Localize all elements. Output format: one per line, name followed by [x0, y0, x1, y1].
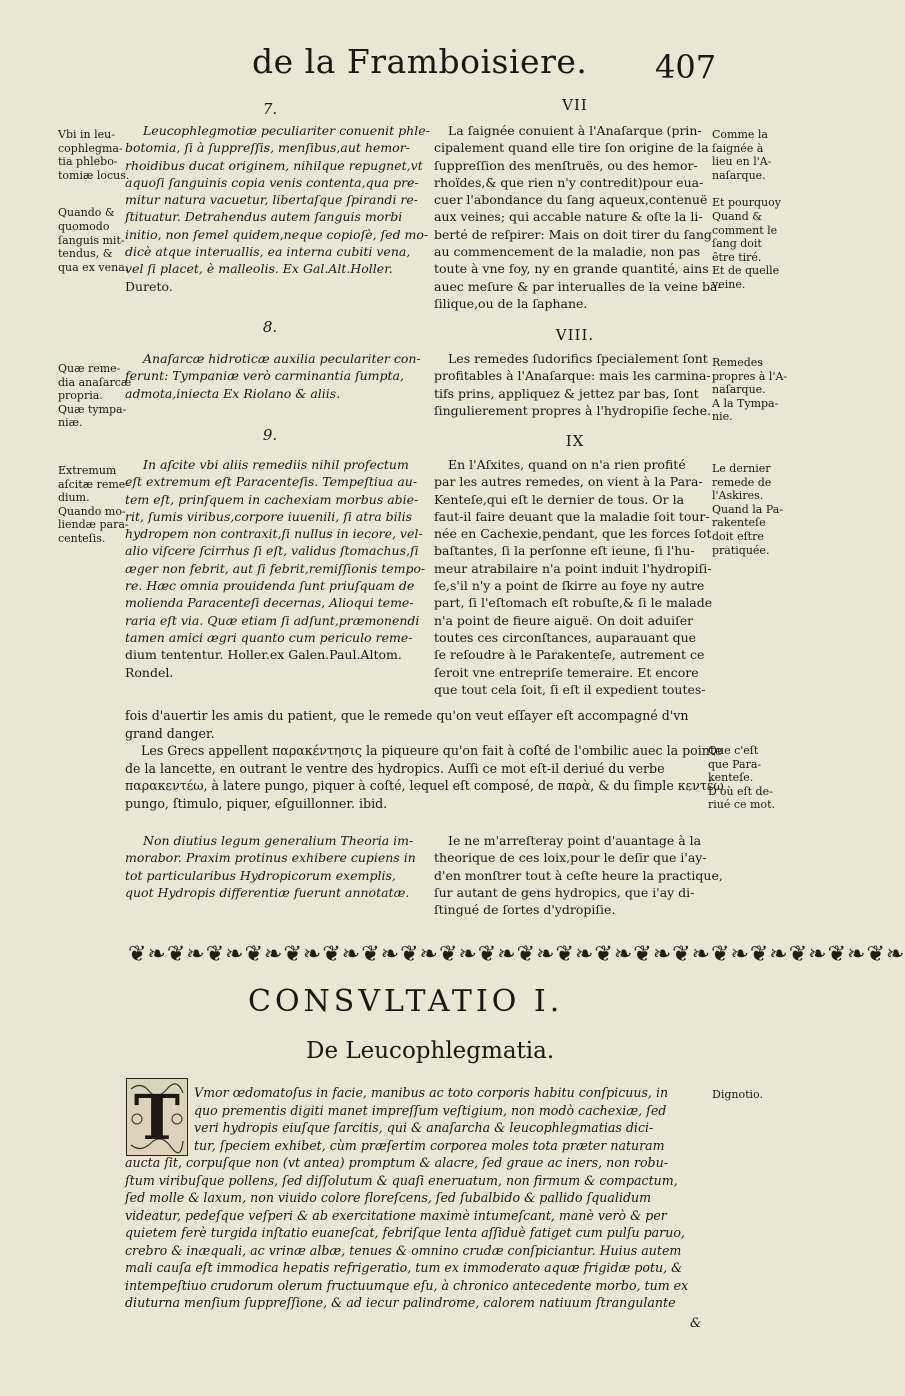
decorated-initial — [126, 1078, 188, 1156]
margin-note-left: Quæ reme- dia anaſarcæ propria. Quæ tympa- niæ. — [58, 362, 132, 430]
margin-note-right: Comme la ſaignée à lieu en l'A- naſarque. Et pourquoy Quand & comment le ſang doit être tiré. Et de quelle veine. — [712, 128, 781, 291]
ornamental-band: ❦❧❦❧❦❧❦❧❦❧❦❧❦❧❦❧❦❧❦❧❦❧❦❧❦❧❦❧❦❧❦❧❦❧❦❧❦❧❦❧ — [128, 942, 905, 967]
margin-note-left: Vbi in leu- cophlegma- tia phlebo- tomiæ locus. Quando & quomodo ſanguis mit- tendus, & qua ex vena. — [58, 128, 130, 274]
page-number: 407 — [655, 48, 717, 86]
latin-section-number: 8. — [262, 318, 278, 336]
margin-note-right: Dignotio. — [712, 1088, 763, 1101]
french-paragraph: Les remedes ſudorifics ſpecialement ſont profitables à l'Anaſarque: mais les carmina- tifs prins, appliquez & jettez par bas, ſont ſingulierement propres à l'hydropiſie ſeche. — [434, 351, 711, 418]
latin-section-number: 9. — [262, 426, 278, 444]
consultatio-text: aucta ſit, corpuſque non (vt antea) promptum & alacre, ſed graue ac iners, non robu- ſtum viribuſque pollens, ſed diſſolutum & quaſi eneruatum, non firmum & compactum, ſed molle & laxum, non viuido colore floreſcens, ſed ſubalbido & pallido ſqualidum videatur, pedeſque veſperi & ab exercitatione maximè intumeſcant, manè verò & per quietem ferè turgida inſtatio euaneſcat, febriſque lenta aſſiduè fatiget cum pulſu paruo, crebro & inæquali, ac vrinæ albæ, tenues & omnino crudæ conſpiciantur. Huius autem mali cauſa eſt immodica hepatis refrigeratio, tum ex immoderato aquæ frigidæ potu, & intempeſtiuo crudorum olerum fructuumque eſu, à chronico antecedente morbo, tum ex diuturna menſium ſuppreſſione, & ad iecur palindrome, calorem natiuum ſtrangulante — [125, 1155, 689, 1310]
french-section-number: IX — [565, 432, 585, 450]
dropcap-letter: T — [133, 1080, 181, 1154]
latin-paragraph: In aſcite vbi aliis remediis nihil profectum eſt extremum eſt Paracenteſis. Tempeſtiua au- tem eſt, prinſquem in cachexiam morbus abie- rit, ſumis viribus,corpore iuuenili, ſi atra bilis hydropem non contraxit,ſi nullus in iecore, vel- alio viſcere ſcirrhus ſi eſt, validus ſtomachus,ſi æger non febrit, aut ſi febrit,remiſſionis tempo- re. Hæc omnia prouidenda ſunt priuſquam de molienda Paracenteſi decernas, Alioqui teme- raria eſt via. Quæ etiam ſi adſunt,præmonendi tamen amici ægri quanto cum periculo reme- dium tententur. Holler.ex Galen.Paul.Altom. Rondel. — [125, 457, 426, 680]
latin-closing: Non diutius legum generalium Theoria im- morabor. Praxim protinus exhibere cupiens in tot particularibus Hydropicorum exemplis, quot Hydropis differentiæ fuerunt annotatæ. — [125, 833, 416, 900]
french-closing: Ie ne m'arreſteray point d'auantage à la theorique de ces loix,pour le deſir que i'ay- d'en monſtrer tout à ceſte heure la practique, ſur autant de gens hydropics, que i'ay di- ſtingué de ſortes d'ydropiſie. — [434, 833, 723, 918]
french-section-number: VII — [562, 96, 588, 114]
running-title: de la Framboisiere. — [252, 42, 588, 81]
margin-note-right: Que c'eſt que Para- kenteſe. D'où eſt de- riué ce mot. — [708, 744, 776, 812]
margin-note-left: Extremum aſcitæ reme- dium. Quando mo- liendæ para- centeſis. — [58, 464, 129, 545]
latin-section-number: 7. — [262, 100, 278, 118]
fullwidth-continuation: fois d'auertir les amis du patient, que le remede qu'on veut eſſayer eſt accompagné d'vn grand danger. — [125, 708, 689, 741]
french-paragraph: En l'Aſxites, quand on n'a rien profité par les autres remedes, on vient à la Para- Kenteſe,qui eſt le dernier de tous. Or la faut-il faire deuant que la maladie ſoit tour- née en Cachexie,pendant, que les forces ſot baſtantes, ſi la perſonne eſt ieune, ſi l'hu- meur atrabilaire n'a point induit l'hydropiſi- ſe,s'il n'y a point de ſkirre au foye ny autre part, ſi l'eſtomach eſt robuſte,& ſi le malade n'a point de fieure aiguë. On doit aduiſer toutes ces circonſtances, auparauant que ſe reſoudre à le Parakenteſe, autrement ce ſeroit vne entrepriſe temeraire. Et encore que tout cela ſoit, ſi eſt il expedient toutes- — [434, 457, 713, 697]
consultatio-subtitle: De Leucophlegmatia. — [306, 1038, 555, 1064]
french-paragraph: La ſaignée conuient à l'Anaſarque (prin- cipalement quand elle tire ſon origine de la ſuppreſſion des menſtruës, ou des hemor- rhoïdes,& que rien n'y contredit)pour eua- cuer l'abondance du ſang aqueux,contenuë aux veines; qui accable nature & oſte la li- berté de reſpirer: Mais on doit tirer du ſang au commencement de la maladie, non pas toute à vne foy, ny en grande quantité, ains auec meſure & par interualles de la veine ba- ſilique,ou de la ſaphane. — [434, 123, 722, 311]
latin-paragraph: Leucophlegmotiæ peculiariter conuenit phle- botomia, ſi à ſuppreſſis, menſibus,aut hemor- rhoidibus ducat originem, nihilque repugnet,vt aquoſi ſanguinis copia venis contenta,qua pre- mitur natura vacuetur, libertaſque ſpirandi re- ſtituatur. Detrahendus autem ſanguis morbi initio, non ſemel quidem,neque copioſè, ſed mo- dicè atque interuallis, ea interna cubiti vena, vel ſi placet, è malleolis. Ex Gal.Alt.Holler. Dureto. — [125, 123, 430, 294]
latin-paragraph: Anaſarcæ hidroticæ auxilia peculariter con- ferunt: Tympaniæ verò carminantia ſumpta, admota,iniecta Ex Riolano & aliis. — [125, 351, 421, 401]
consultatio-indented-text: Vmor œdomatoſus in facie, manibus ac toto corporis habitu conſpicuus, in quo prementis digiti manet impreſſum veſtigium, non modò cachexiæ, ſed veri hydropis eiuſque ſarcitis, qui & anaſarcha & leucophlegmatias dici- tur, ſpeciem exhibet, cùm præſertim corporea moles tota præter naturam — [194, 1085, 669, 1153]
consultatio-title: CONSVLTATIO I. — [248, 984, 564, 1019]
catchword: & — [690, 1315, 702, 1330]
margin-note-right: Le dernier remede de l'Askires. Quand la Pa- rakenteſe doit eſtre pratiquée. — [712, 462, 784, 557]
margin-note-right: Remedes propres à l'A- naſarque. A la Tympa- nie. — [712, 356, 788, 424]
greek-etymology-paragraph: Les Grecs appellent παρακέντησις la piqueure qu'on fait à coſté de l'ombilic auec la pointe de la lancette, en outrant le ventre des hydropics. Auſſi ce mot eſt-il deriué du verbe παρακεντέω, à latere pungo, piquer à coſté, lequel eſt composé, de παρὰ, & du ſimple κεντέω pungo, ſtimulo, piquer, eſguillonner. ibid. — [125, 743, 724, 811]
french-section-number: VIII. — [555, 326, 595, 344]
